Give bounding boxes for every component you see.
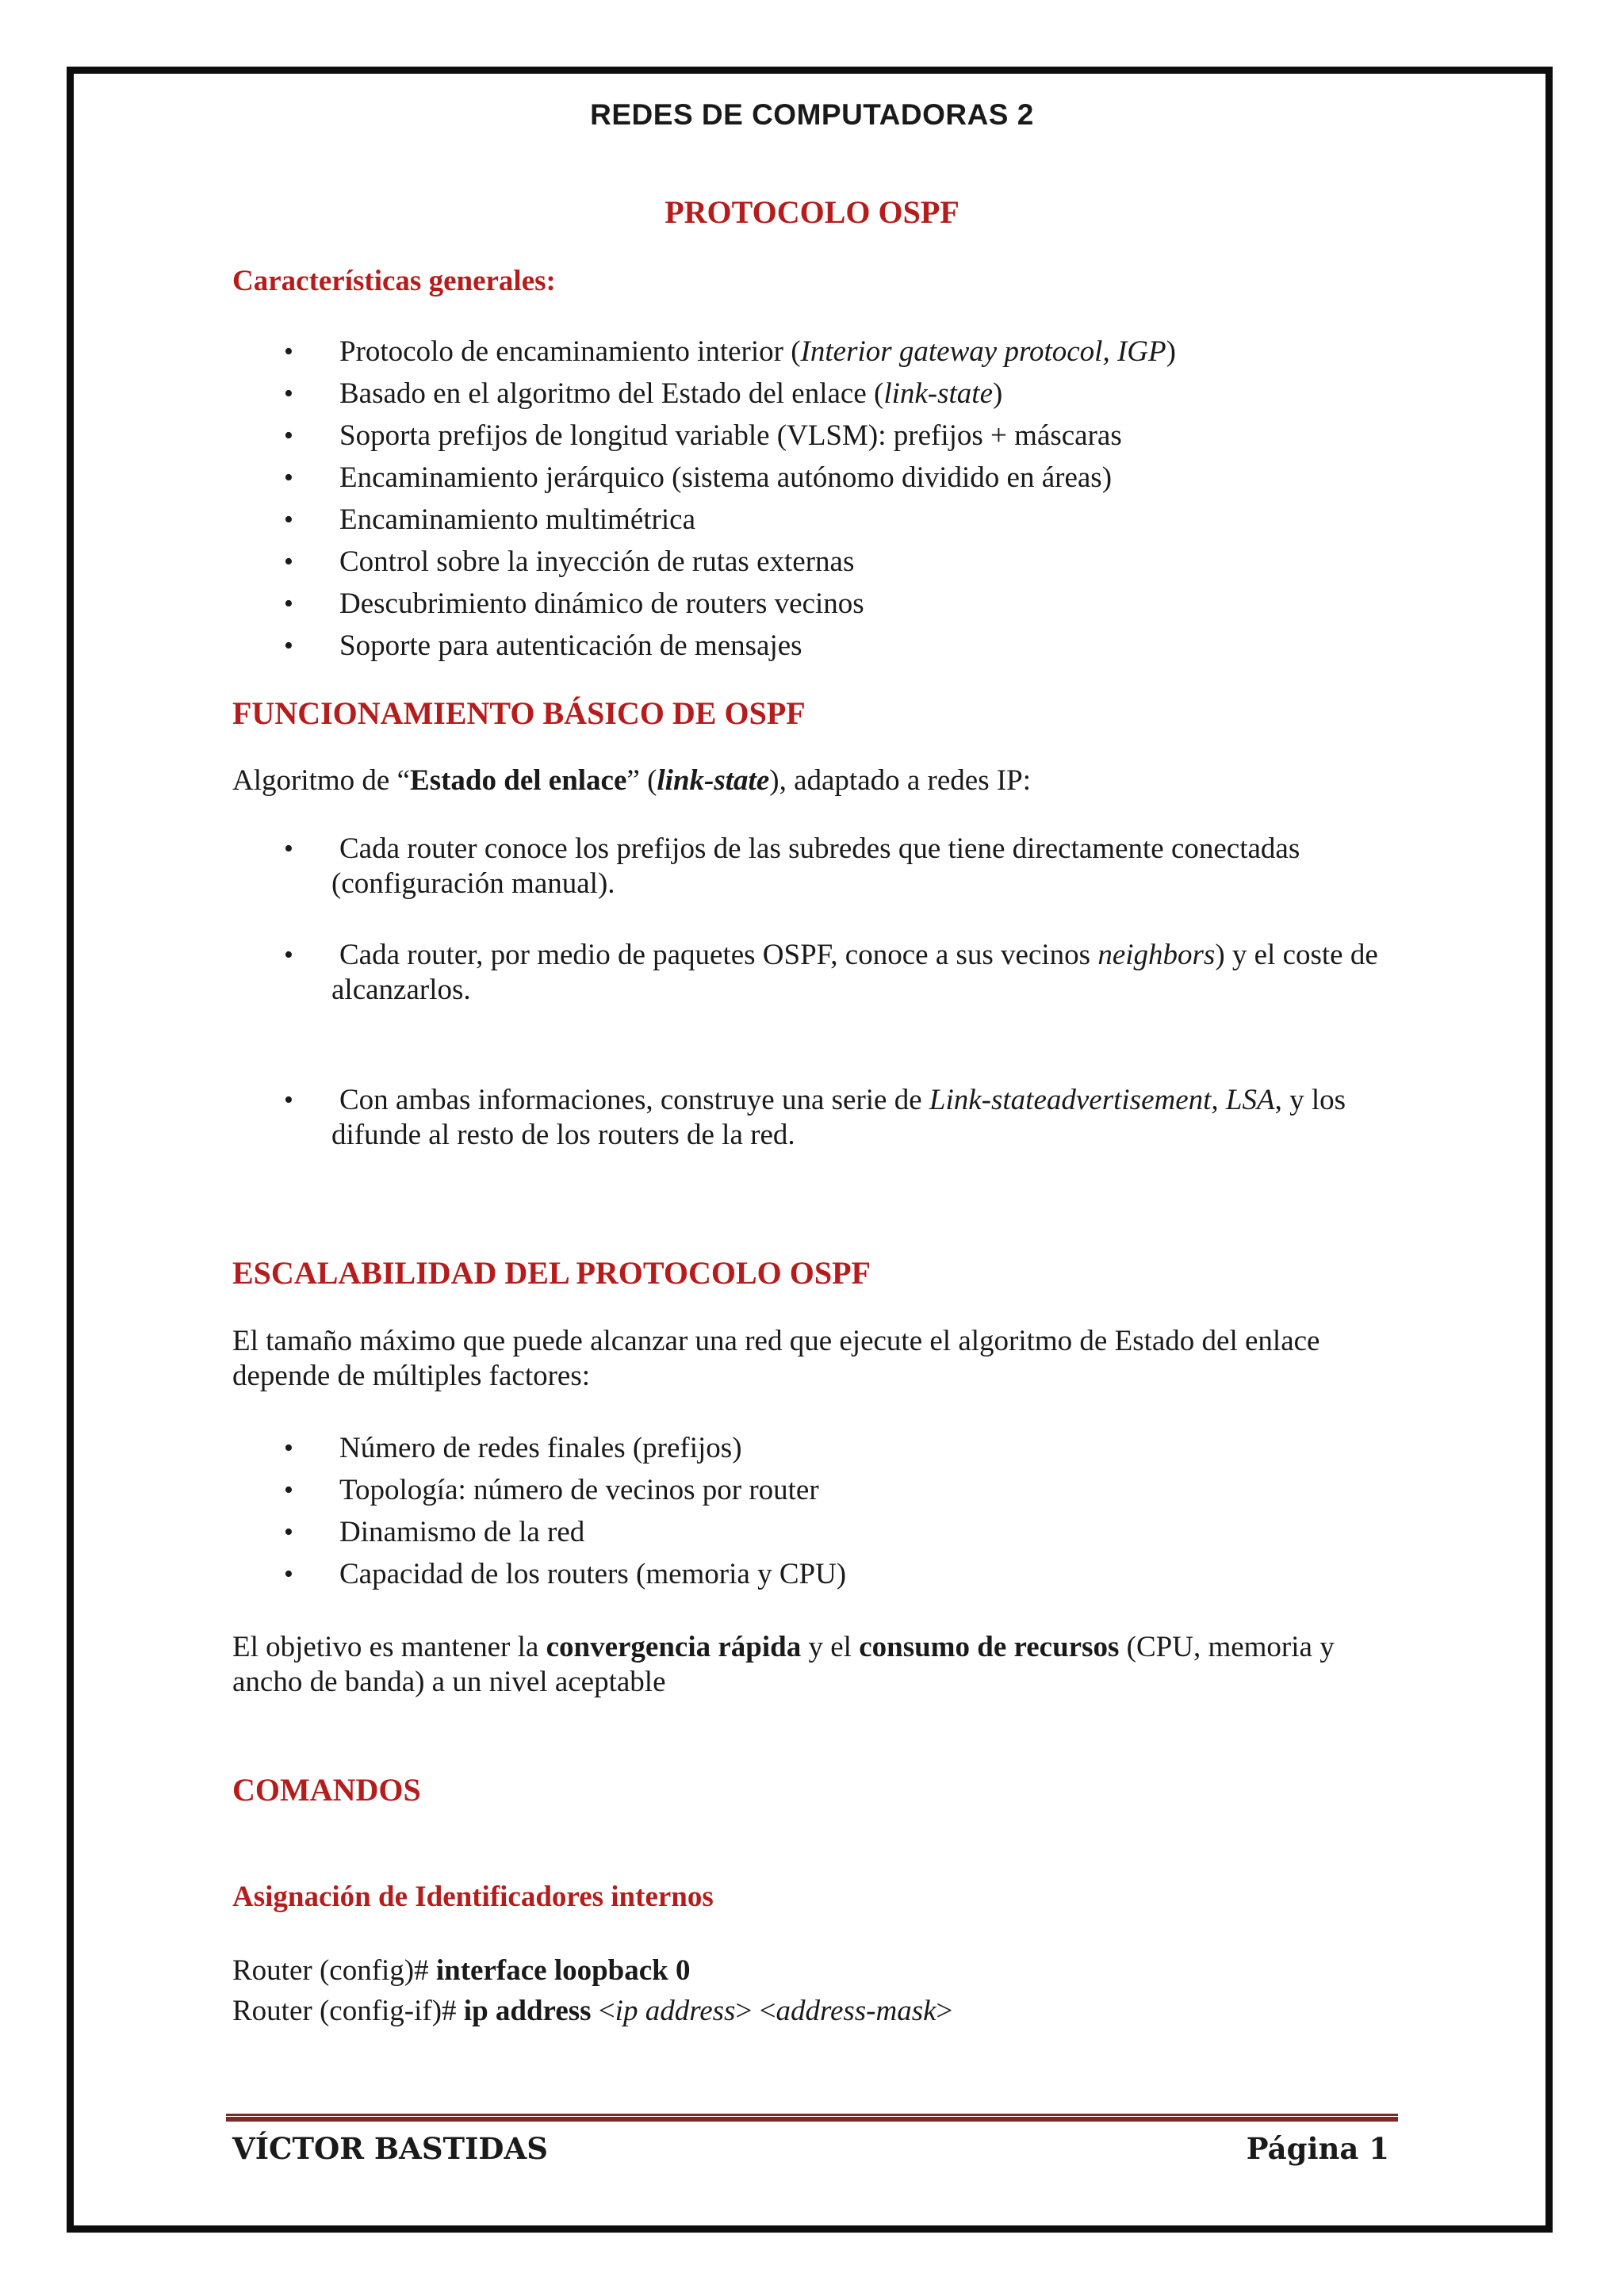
list-item: • Con ambas informaciones, construye una serie de Link-stateadvertisement, LSA, y los difunde al resto de los routers de la red. xyxy=(284,1083,1410,1153)
list-item: • Control sobre la inyección de rutas externas xyxy=(284,541,1176,583)
command-line-2: Router (config-if)# ip address <ip address> <address-mask> xyxy=(232,1995,953,2027)
list-item: • Topología: número de vecinos por router xyxy=(284,1469,846,1511)
list-item: • Cada router, por medio de paquetes OSPF, conoce a sus vecinos neighbors) y el coste de alcanzarlos. xyxy=(284,938,1410,1008)
list-item: • Encaminamiento multimétrica xyxy=(284,499,1176,541)
footer-page-number: Página 1 xyxy=(1246,2131,1389,2166)
list-item: • Dinamismo de la red xyxy=(284,1511,846,1553)
section-escalabilidad-heading: ESCALABILIDAD DEL PROTOCOLO OSPF xyxy=(232,1255,871,1291)
section-comandos-heading: COMANDOS xyxy=(232,1772,421,1808)
list-item: • Soporte para autenticación de mensajes xyxy=(284,625,1176,667)
page-header: REDES DE COMPUTADORAS 2 xyxy=(590,98,1034,131)
command-line-1: Router (config)# interface loopback 0 xyxy=(232,1954,691,1987)
list-item: • Protocolo de encaminamiento interior (Interior gateway protocol, IGP) xyxy=(284,331,1176,373)
list-item: • Basado en el algoritmo del Estado del enlace (link-state) xyxy=(284,373,1176,415)
list-item: • Descubrimiento dinámico de routers vecinos xyxy=(284,583,1176,625)
escalabilidad-list xyxy=(284,1427,846,1595)
document-title: PROTOCOLO OSPF xyxy=(665,194,959,230)
section-caracteristicas-heading: Características generales: xyxy=(232,265,556,297)
escalabilidad-objetivo: El objetivo es mantener la convergencia rápida y el consumo de recursos (CPU, memoria y ancho de banda) a un nivel aceptable xyxy=(232,1631,1335,1698)
command-block xyxy=(232,1950,952,2031)
section-funcionamiento-heading: FUNCIONAMIENTO BÁSICO DE OSPF xyxy=(232,695,806,731)
comandos-subheading: Asignación de Identificadores internos xyxy=(232,1881,714,1913)
list-item: • Capacidad de los routers (memoria y CPU) xyxy=(284,1553,846,1595)
list-item: • Cada router conoce los prefijos de las subredes que tiene directamente conectadas (configuración manual). xyxy=(284,832,1410,901)
funcionamiento-intro: Algoritmo de “Estado del enlace” (link-state), adaptado a redes IP: xyxy=(232,764,1032,797)
list-item: • Encaminamiento jerárquico (sistema autónomo dividido en áreas) xyxy=(284,457,1176,499)
footer-rule xyxy=(226,2114,1398,2122)
list-item: • Número de redes finales (prefijos) xyxy=(284,1427,846,1469)
caracteristicas-list xyxy=(284,331,1176,667)
escalabilidad-intro: El tamaño máximo que puede alcanzar una red que ejecute el algoritmo de Estado del enlace depende de múltiples factores: xyxy=(232,1325,1320,1392)
footer-author: VÍCTOR BASTIDAS xyxy=(232,2131,548,2166)
list-item: • Soporta prefijos de longitud variable (VLSM): prefijos + máscaras xyxy=(284,415,1176,457)
